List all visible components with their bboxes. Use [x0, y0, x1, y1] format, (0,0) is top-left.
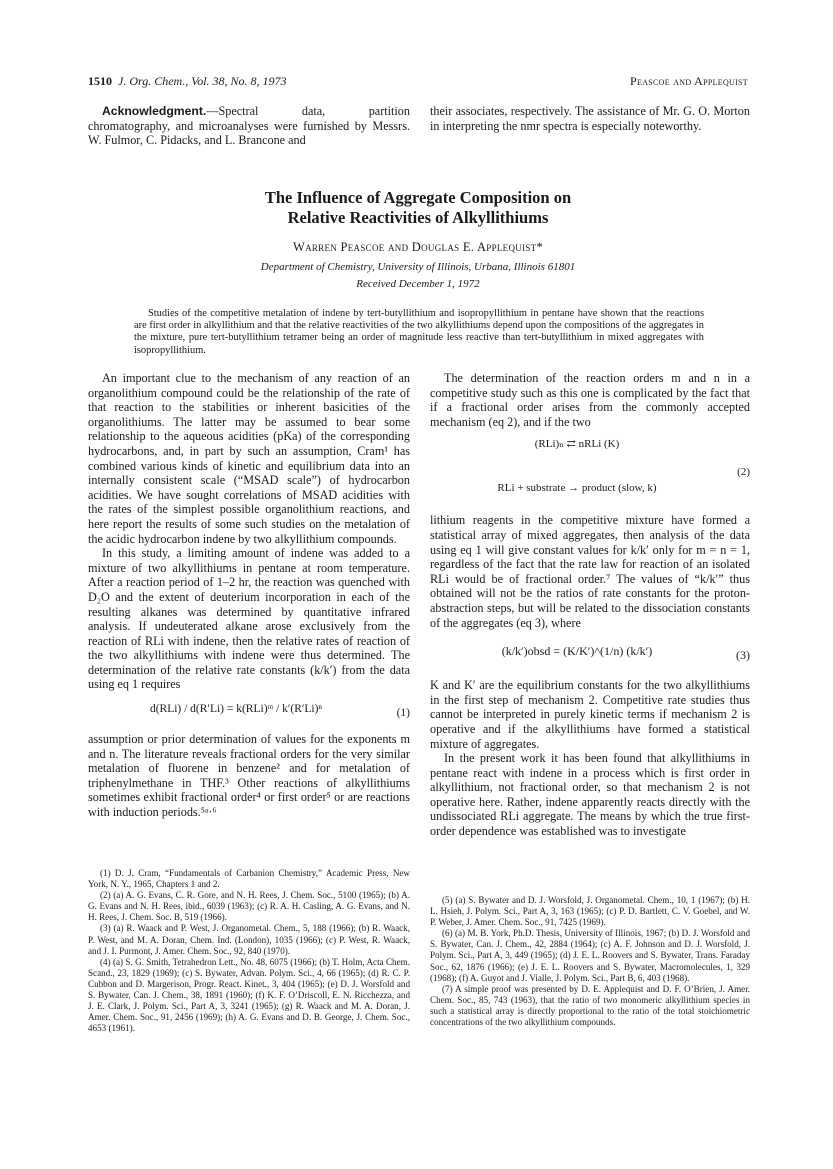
equation-1-number: (1)	[396, 707, 410, 720]
body-left-column	[88, 371, 410, 820]
journal-citation: J. Org. Chem., Vol. 38, No. 8, 1973	[118, 74, 287, 88]
equation-2-line1: (RLi)ₙ ⇄ nRLi (K)	[534, 438, 620, 451]
equation-2-number: (2)	[737, 466, 750, 479]
article-header	[88, 188, 748, 290]
equation-3-expression: (k/k′)obsd = (K/K′)^(1/n) (k/k′)	[501, 644, 653, 659]
page-number: 1510	[88, 74, 112, 88]
equation-1	[88, 698, 410, 728]
footnote: (4) (a) S. G. Smith, Tetrahedron Lett., No. 48, 6075 (1966); (b) T. Holm, Acta Chem. Scand., 23, 1829 (1969); (c) S. Bywater, Advan. Polym. Sci., 4, 66 (1965); (d) R. C. P. Cubbon and D. Margerison, Progr. React. Kinet., 3, 404 (1965); (e) D. J. Worsfold and S. Bywater, Can. J. Chem., 38, 1891 (1960); (f) K. F. O’Driscoll, E. N. Ricchezza, and J. E. Clark, J. Polym. Sci., Part A, 3, 3241 (1965); (g) R. Waack and M. A. Doran, J. Amer. Chem. Soc., 91, 2456 (1969); (h) A. G. Evans and D. B. George, J. Chem. Soc., 4653 (1961).	[88, 956, 410, 1034]
footnote: (7) A simple proof was presented by D. E. Applequist and D. F. O’Brien, J. Amer. Chem. Soc., 85, 743 (1963), that the ratio of two monomeric alkyllithium species in such a statistical array is directly proportional to the ratio of the total stoichiometric concentrations of the two alkyllithium compounds.	[430, 983, 750, 1028]
article-title-line2: Relative Reactivities of Alkyllithiums	[287, 208, 549, 227]
equation-2-line2: RLi + substrate → product (slow, k)	[497, 482, 657, 495]
footnote: (3) (a) R. Waack and P. West, J. Organometal. Chem., 5, 188 (1966); (b) R. Waack, P. West, and M. A. Doran, Chem. Ind. (London), 1035 (1966); (c) P. West, R. Waack, and J. I. Purmont, J. Amer. Chem. Soc., 92, 840 (1970).	[88, 923, 410, 956]
footnote: (5) (a) S. Bywater and D. J. Worsfold, J. Organometal. Chem., 10, 1 (1967); (b) H. L. Hsieh, J. Polym. Sci., Part A, 3, 163 (1965); (c) P. D. Bartlett, C. V. Goebel, and W. P. Weber, J. Amer. Chem. Soc., 91, 7425 (1969).	[430, 895, 750, 928]
running-head	[88, 74, 748, 90]
acknowledgment-right	[430, 104, 750, 133]
article-title-line1: The Influence of Aggregate Composition on	[264, 188, 572, 207]
acknowledgment-heading: Acknowledgment.	[102, 104, 207, 118]
article-received: Received December 1, 1972	[356, 278, 480, 290]
footnotes-left	[88, 868, 410, 1034]
body-paragraph: An important clue to the mechanism of any reaction of an organolithium compound could be the relationship of the rate of that reaction to the stabilities or inherent basicities of the organolithiums. The latter may be assumed to bear some relationship to the aqueous acidities (pKa) of the corresponding hydrocarbons, and, in part by such an assumption, Cram¹ has combined various kinds of kinetic and equilibrium data into an internally consistent scale (“MSAD scale”) of hydrocarbon acidities. We have sought correlations of MSAD acidities with the rates of the simplest possible organolithium reactions, and here report the results of some such studies on the metalation of the acidic hydrocarbon indene by two alkyllithium compounds.	[88, 371, 410, 546]
running-head-authors: Peascoe and Applequist	[630, 74, 748, 88]
body-right-column	[430, 371, 750, 839]
footnote: (2) (a) A. G. Evans, C. R. Gore, and N. H. Rees, J. Chem. Soc., 5100 (1965); (b) A. G. Evans and N. H. Rees, ibid., 6039 (1963); (c) R. A. H. Casling, A. G. Evans, and N. H. Rees, J. Chem. Soc. B, 519 (1966).	[88, 890, 410, 923]
footnote: (6) (a) M. B. York, Ph.D. Thesis, University of Illinois, 1967; (b) D. J. Worsfold and S. Bywater, Can. J. Chem., 42, 2884 (1964); (c) A. F. Johnson and D. J. Worsfold, J. Polym. Sci., Part A, 3, 449 (1965); (d) J. E. L. Roovers and S. Bywater, Trans. Faraday Soc., 62, 1876 (1966); (e) J. E. L. Roovers and S. Bywater, Macromolecules, 1, 329 (1968); (f) A. Guyot and J. Vialle, J. Polym. Sci., Part B, 6, 403 (1968).	[430, 928, 750, 983]
body-paragraph: K and K′ are the equilibrium constants for the two alkyllithiums in the first step of mechanism 2. Competitive rate studies thus cannot be interpreted in purely kinetic terms if mechanism 2 is operative and if the alkyllithiums have formed a statistical mixture of aggregates.	[430, 678, 750, 751]
equation-3-number: (3)	[736, 648, 750, 663]
footnotes-right	[430, 895, 750, 1028]
footnote: (1) D. J. Cram, “Fundamentals of Carbanion Chemistry,” Academic Press, New York, N. Y., 1965, Chapters 1 and 2.	[88, 868, 410, 890]
article-affiliation: Department of Chemistry, University of Illinois, Urbana, Illinois 61801	[260, 261, 576, 273]
acknowledgment-left	[88, 104, 410, 148]
equation-1-expression: d(RLi) / d(R′Li) = k(RLi)ᵐ / k′(R′Li)ⁿ	[149, 703, 323, 716]
running-head-left	[88, 74, 287, 89]
acknowledgment-left-text: —Spectral data, partition chromatography, and microanalyses were furnished by Messrs. W. Fulmor, C. Pidacks, and L. Brancone and	[88, 104, 410, 148]
body-paragraph: assumption or prior determination of values for the exponents m and n. The literature reveals fractional orders for the very similar metalation of fluorene in benzene² and for metalation of triphenylmethane in THF.³ Other reactions of alkyllithiums sometimes exhibit fractional order⁴ or first order⁵ or are reactions with induction periods.⁵ᵃ·⁶	[88, 732, 410, 820]
acknowledgment-right-text: their associates, respectively. The assistance of Mr. G. O. Morton in interpreting the nmr spectra is especially noteworthy.	[430, 104, 750, 133]
body-paragraph: The determination of the reaction orders m and n in a competitive study such as this one is complicated by the fact that if a fractional order arises from the commonly accepted mechanism (eq 2), and if the two	[430, 371, 750, 429]
body-paragraph: In this study, a limiting amount of indene was added to a mixture of two alkyllithiums in pentane at room temperature. After a reaction period of 1–2 hr, the reaction was quenched with D₂O and the extent of deuterium incorporation in each of the resulting alkanes was determined by quantitative infrared analysis. If undeuterated alkane arose exclusively from the reaction of RLi with indene, then the relative rates of reaction of the two alkyllithiums with indene were thus determined. The determination of the relative rate constants (k/k′) from the data using eq 1 requires	[88, 546, 410, 692]
body-paragraph: lithium reagents in the competitive mixture have formed a statistical array of mixed aggregates, then analysis of the data using eq 1 will give constant values for k/k′ only for m = n = 1, regardless of the fact that the rate law for reaction of an isolated RLi would be of fractional order.⁷ The values of “k/k′” thus obtained will not be the ratios of rate constants for the proton-abstraction steps, but will be related to the dissociation constants of the aggregates (eq 3), where	[430, 513, 750, 630]
abstract: Studies of the competitive metalation of indene by tert-butyllithium and isopropyllithium in pentane have shown that the reactions are first order in alkyllithium and that the relative reactivities of the two alkyllithiums depend upon the compositions of the aggregates in the mixture, pure tert-butyllithium tetramer being an order of magnitude less reactive than tert-butyllithium in mixed aggregates with isopropyllithium.	[134, 308, 704, 356]
equation-2	[430, 433, 750, 509]
body-paragraph: In the present work it has been found that alkyllithiums in pentane react with indene in a process which is first order in alkyllithium, not fractional order, so that mechanism 2 is not operative here. Rather, indene apparently reacts directly with the undissociated RLi aggregate. The means by which the true first-order dependence was established was to investigate	[430, 751, 750, 839]
equation-3	[430, 634, 750, 674]
article-authors: Warren Peascoe and Douglas E. Applequist*	[292, 240, 544, 254]
